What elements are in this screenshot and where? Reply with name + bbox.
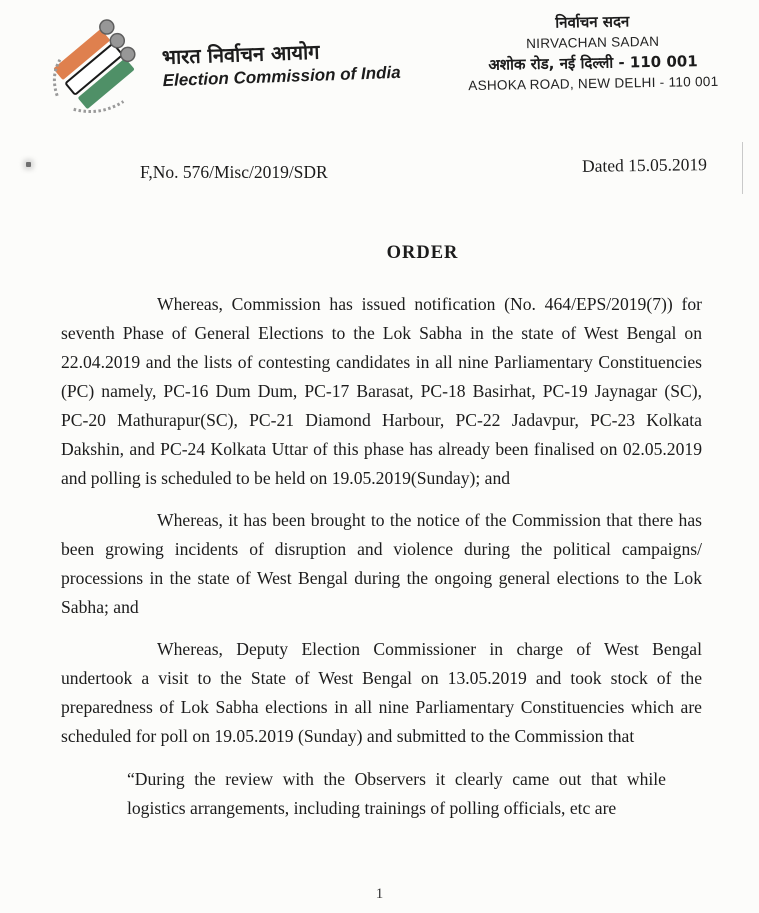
org-name-english: Election Commission of India: [162, 62, 401, 91]
address-line2-english: ASHOKA ROAD, NEW DELHI - 110 001: [468, 73, 719, 94]
org-name-hindi: भारत निर्वाचन आयोग: [161, 39, 320, 70]
order-body: [61, 290, 702, 823]
file-number: F,No. 576/Misc/2019/SDR: [140, 162, 328, 182]
address-line1-english: NIRVACHAN SADAN: [526, 33, 660, 52]
paragraph-3: Whereas, Deputy Election Commissioner in charge of West Bengal undertook a visit to the State of West Bengal on 13.05.2019 and took stock of the preparedness of Lok Sabha elections in all nine Parliamentary Constituencies which are scheduled for poll on 19.05.2019 (Sunday) and submitted to the Commission that: [61, 639, 702, 746]
eci-logo-graphic: [44, 10, 159, 116]
address-line2-hindi: अशोक रोड, नई दिल्ली - 110 001: [488, 52, 698, 74]
document-date: Dated 15.05.2019: [581, 154, 708, 176]
scan-speck: [26, 162, 31, 167]
quoted-paragraph: “During the review with the Observers it clearly came out that while logistics arrangements, including trainings of polling officials, etc are: [127, 769, 666, 818]
paragraph-1: Whereas, Commission has issued notification (No. 464/EPS/2019(7)) for seventh Phase of General Elections to the Lok Sabha in the state of West Bengal on 22.04.2019 and the lists of contesting candidates in all nine Parliamentary Constituencies (PC) namely, PC-16 Dum Dum, PC-17 Barasat, PC-18 Basirhat, PC-19 Jaynagar (SC), PC-20 Mathurapur(SC), PC-21 Diamond Harbour, PC-22 Jadavpur, PC-23 Kolkata Dakshin, and PC-24 Kolkata Uttar of this phase has already been finalised on 02.05.2019 and polling is scheduled to be held on 19.05.2019(Sunday); and: [61, 294, 702, 488]
reference-row: [140, 154, 708, 183]
org-names: [161, 36, 401, 92]
order-title: ORDER: [386, 243, 459, 263]
logo-dot-2: [110, 33, 124, 47]
address-line1-hindi: निर्वाचन सदन: [555, 12, 630, 32]
letterhead-address: [452, 10, 734, 113]
scan-edge-line: [742, 142, 743, 194]
letterhead: [0, 0, 759, 110]
logo-dot-3: [121, 47, 135, 61]
paragraph-2: Whereas, it has been brought to the notice of the Commission that there has been growing incidents of disruption and violence during the political campaigns/ processions in the state of West Bengal during the ongoing general elections to the Lok Sabha; and: [61, 510, 702, 617]
logo-curved-text-bottom: [73, 102, 123, 113]
logo-dot-1: [100, 20, 114, 34]
page-number: 1: [375, 886, 384, 902]
letterhead-left: [44, 2, 401, 116]
eci-logo: [44, 10, 159, 116]
